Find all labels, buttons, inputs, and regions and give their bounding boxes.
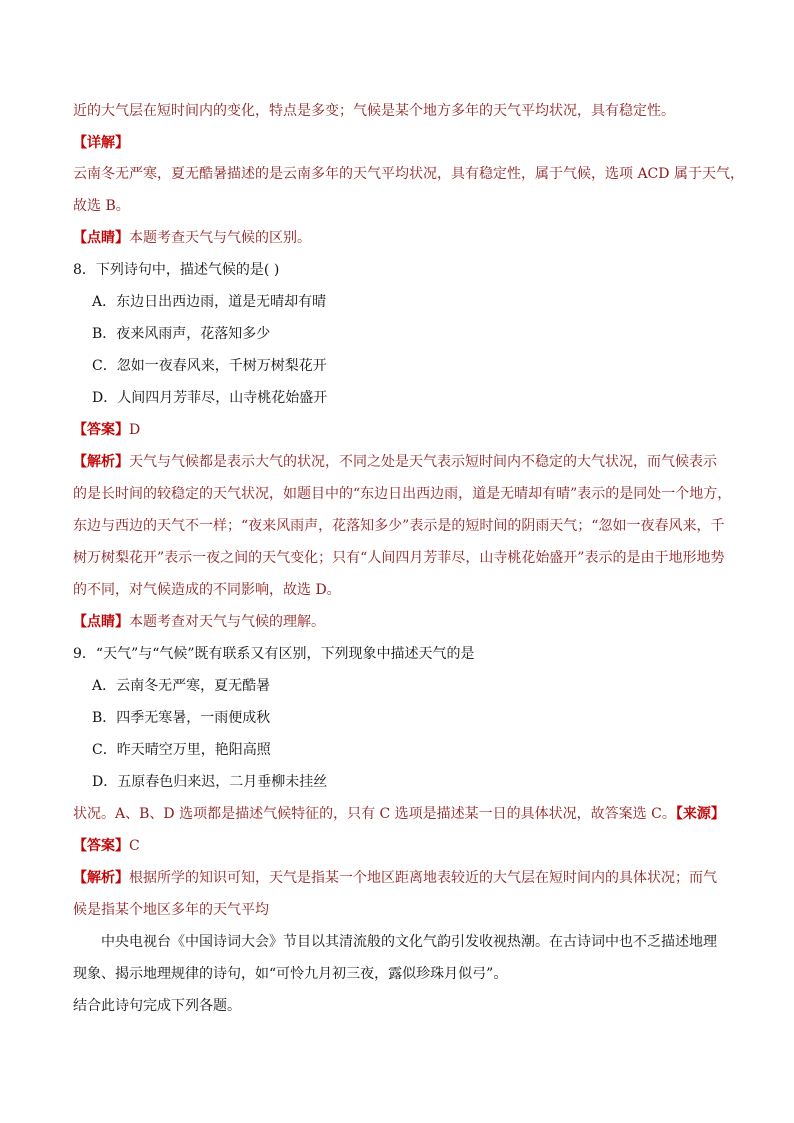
text-line-weather-climate-def: 近的大气层在短时间内的变化，特点是多变；气候是某个地方多年的天气平均状况，具有稳定性。 <box>73 103 675 119</box>
detail-line-2: 故选 B。 <box>73 198 130 214</box>
question-9-option-d: D．五原春色归来迟，二月垂柳未挂丝 <box>92 774 328 790</box>
extra-text: 状况。A、B、D 选项都是描述气候特征的，只有 C 选项是描述某一日的具体状况，故答案选 C。 <box>73 806 676 822</box>
analysis-text: 根据所学的知识可知，天气是指某一个地区距离地表较近的大气层在短时间内的具体状况；而气 <box>129 870 717 886</box>
question-9-analysis-line-1 <box>73 868 717 888</box>
tip-line <box>73 228 311 248</box>
answer-value: C <box>129 838 140 854</box>
question-8-option-a: A．东边日出西边雨，道是无晴却有晴 <box>92 294 327 310</box>
answer-tag: 【答案】 <box>73 838 129 854</box>
intro-paragraph-line-2: 现象、揭示地理规律的诗句，如“可怜九月初三夜，露似珍珠月似弓”。 <box>73 966 508 982</box>
question-8-stem: 8．下列诗句中，描述气候的是( ) <box>73 262 280 278</box>
analysis-text: 天气与气候都是表示大气的状况，不同之处是天气表示短时间内不稳定的大气状况，而气候表示 <box>129 454 717 470</box>
question-9-option-a: A．云南冬无严寒，夏无酷暑 <box>92 678 271 694</box>
tip-text: 本题考查对天气与气候的理解。 <box>129 614 325 630</box>
source-tag: 【来源】 <box>675 806 725 822</box>
answer-value: D <box>129 422 141 438</box>
question-9-answer <box>73 836 140 856</box>
answer-tag: 【答案】 <box>73 422 129 438</box>
question-8-analysis-line-4: 树万树梨花开”表示一夜之间的天气变化；只有“人间四月芳菲尽，山寺桃花始盛开”表示的是由于地形地势 <box>73 550 725 566</box>
question-8-analysis-line-3: 东边与西边的天气不一样；“夜来风雨声，花落知多少”表示是的短时间的阴雨天气；“忽如一夜春风来，千 <box>73 518 725 534</box>
intro-paragraph-line-3: 结合此诗句完成下列各题。 <box>73 998 241 1014</box>
question-8-tip <box>73 612 325 632</box>
question-9-option-c: C．昨天晴空万里，艳阳高照 <box>92 742 271 758</box>
question-9-extra-line <box>73 804 725 824</box>
question-8-analysis-line-1 <box>73 452 717 472</box>
question-9-stem: 9．“天气”与“气候”既有联系又有区别，下列现象中描述天气的是 <box>73 646 475 662</box>
tip-tag: 【点睛】 <box>73 614 129 630</box>
tip-tag: 【点睛】 <box>73 230 129 246</box>
question-8-option-b: B．夜来风雨声，花落知多少 <box>92 326 271 342</box>
analysis-tag: 【解析】 <box>73 870 129 886</box>
question-9-option-b: B．四季无寒暑，一雨便成秋 <box>92 710 271 726</box>
detail-heading <box>73 133 129 153</box>
intro-paragraph-line-1: 中央电视台《中国诗词大会》节目以其清流般的文化气韵引发收视热潮。在古诗词中也不乏描述地理 <box>101 934 717 950</box>
tip-text: 本题考查天气与气候的区别。 <box>129 230 311 246</box>
question-8-analysis-line-2: 的是长时间的较稳定的天气状况，如题目中的“东边日出西边雨，道是无晴却有晴”表示的是同处一个地方， <box>73 486 732 502</box>
analysis-tag: 【解析】 <box>73 454 129 470</box>
question-8-answer <box>73 420 140 440</box>
question-8-option-d: D．人间四月芳菲尽，山寺桃花始盛开 <box>92 390 328 406</box>
question-8-option-c: C．忽如一夜春风来，千树万树梨花开 <box>92 358 327 374</box>
question-8-analysis-line-5: 的不同，对气候造成的不同影响，故选 D。 <box>73 582 341 598</box>
question-9-analysis-line-2: 候是指某个地区多年的天气平均 <box>73 902 269 918</box>
detail-tag: 【详解】 <box>73 135 129 151</box>
detail-line-1: 云南冬无严寒，夏无酷暑描述的是云南多年的天气平均状况，具有稳定性，属于气候，选项 ACD 属于天气， <box>73 166 744 182</box>
